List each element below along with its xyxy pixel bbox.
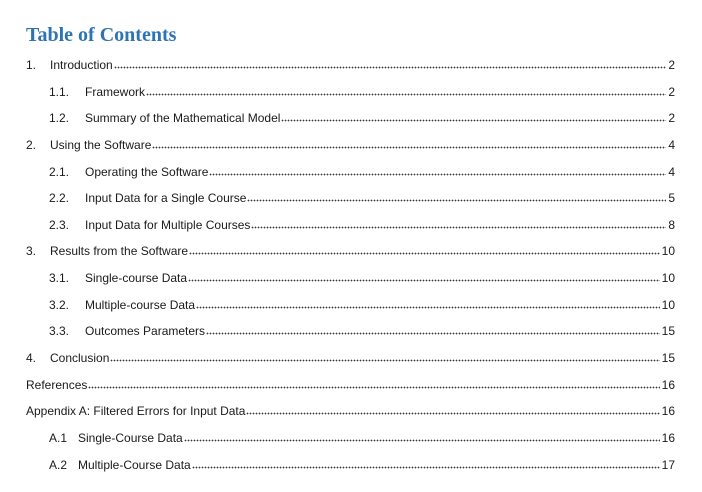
dot-leader	[247, 198, 666, 202]
toc-entry-number: 3.	[26, 244, 37, 258]
toc-entry-page: 17	[661, 458, 675, 472]
toc-entry-outcomes-parameters[interactable]	[49, 323, 675, 339]
toc-entry-summary-of-model[interactable]	[49, 110, 675, 126]
toc-entry-single-course-data[interactable]	[49, 270, 675, 286]
dot-leader	[251, 225, 666, 229]
toc-entry-page: 10	[661, 298, 675, 312]
toc-entry-page: 2	[668, 85, 675, 99]
toc-entry-title: References	[26, 378, 88, 392]
dot-leader	[152, 145, 666, 149]
toc-entry-number: 4.	[26, 351, 37, 365]
toc-entry-page: 8	[668, 218, 675, 232]
toc-entry-appendix-single-course[interactable]	[49, 430, 675, 446]
toc-entry-title: Input Data for Multiple Courses	[85, 218, 251, 232]
toc-entry-number: 2.1.	[49, 165, 70, 179]
dot-leader	[189, 251, 660, 255]
dot-leader	[184, 438, 660, 442]
toc-entry-framework[interactable]	[49, 84, 675, 100]
toc-entry-references[interactable]	[26, 377, 675, 393]
toc-entry-number: 3.3.	[49, 324, 70, 338]
dot-leader	[206, 331, 660, 335]
dot-leader	[88, 385, 659, 389]
toc-entry-number: A.2	[49, 458, 68, 472]
toc-entry-appendix-a[interactable]	[26, 403, 675, 419]
toc-entry-number: 2.3.	[49, 218, 70, 232]
toc-entry-title: Introduction	[50, 58, 113, 72]
dot-leader	[188, 278, 660, 282]
toc-entry-page: 2	[668, 111, 675, 125]
toc-entry-number: 2.	[26, 138, 37, 152]
toc-entry-page: 4	[668, 165, 675, 179]
toc-entry-page: 5	[668, 191, 675, 205]
toc-entry-page: 10	[661, 271, 675, 285]
toc-entry-number: 1.2.	[49, 111, 70, 125]
dot-leader	[192, 465, 660, 469]
dot-leader	[246, 411, 659, 415]
dot-leader	[114, 65, 667, 69]
toc-entry-introduction[interactable]	[26, 57, 675, 73]
toc-entry-title: Summary of the Mathematical Model	[85, 111, 281, 125]
toc-entry-conclusion[interactable]	[26, 350, 675, 366]
toc-entry-title: Multiple-Course Data	[78, 458, 191, 472]
toc-entry-title: Conclusion	[50, 351, 110, 365]
toc-title: Table of Contents	[26, 24, 177, 46]
toc-entry-title: Outcomes Parameters	[85, 324, 206, 338]
toc-entry-using-the-software[interactable]	[26, 137, 675, 153]
toc-entry-title: Single-Course Data	[78, 431, 183, 445]
dot-leader	[110, 358, 659, 362]
toc-entry-title: Operating the Software	[85, 165, 209, 179]
dot-leader	[146, 92, 666, 96]
dot-leader	[196, 305, 660, 309]
toc-entry-page: 15	[661, 351, 675, 365]
toc-entry-title: Input Data for a Single Course	[85, 191, 247, 205]
dot-leader	[209, 172, 666, 176]
toc-entry-number: 3.1.	[49, 271, 70, 285]
toc-entry-title: Framework	[85, 85, 146, 99]
toc-entry-input-single-course[interactable]	[49, 190, 675, 206]
toc-entry-page: 16	[661, 431, 675, 445]
toc-entry-page: 16	[661, 378, 675, 392]
toc-entry-input-multiple-courses[interactable]	[49, 217, 675, 233]
toc-entry-number: A.1	[49, 431, 68, 445]
toc-entry-page: 15	[661, 324, 675, 338]
toc-entry-number: 3.2.	[49, 298, 70, 312]
toc-entry-page: 10	[661, 244, 675, 258]
dot-leader	[281, 118, 666, 122]
toc-entry-number: 2.2.	[49, 191, 70, 205]
toc-entry-title: Multiple-course Data	[85, 298, 196, 312]
toc-entry-appendix-multiple-course[interactable]	[49, 457, 675, 473]
toc-entry-title: Using the Software	[50, 138, 152, 152]
toc-entry-title: Results from the Software	[50, 244, 189, 258]
toc-entry-page: 16	[661, 404, 675, 418]
toc-entry-page: 4	[668, 138, 675, 152]
toc-entry-operating-the-software[interactable]	[49, 164, 675, 180]
toc-entry-title: Single-course Data	[85, 271, 188, 285]
toc-entry-page: 2	[668, 58, 675, 72]
toc-entry-multiple-course-data[interactable]	[49, 297, 675, 313]
toc-entry-number: 1.1.	[49, 85, 70, 99]
toc-entry-number: 1.	[26, 58, 37, 72]
toc-entry-results-from-software[interactable]	[26, 243, 675, 259]
toc-entry-title: Appendix A: Filtered Errors for Input Data	[26, 404, 246, 418]
